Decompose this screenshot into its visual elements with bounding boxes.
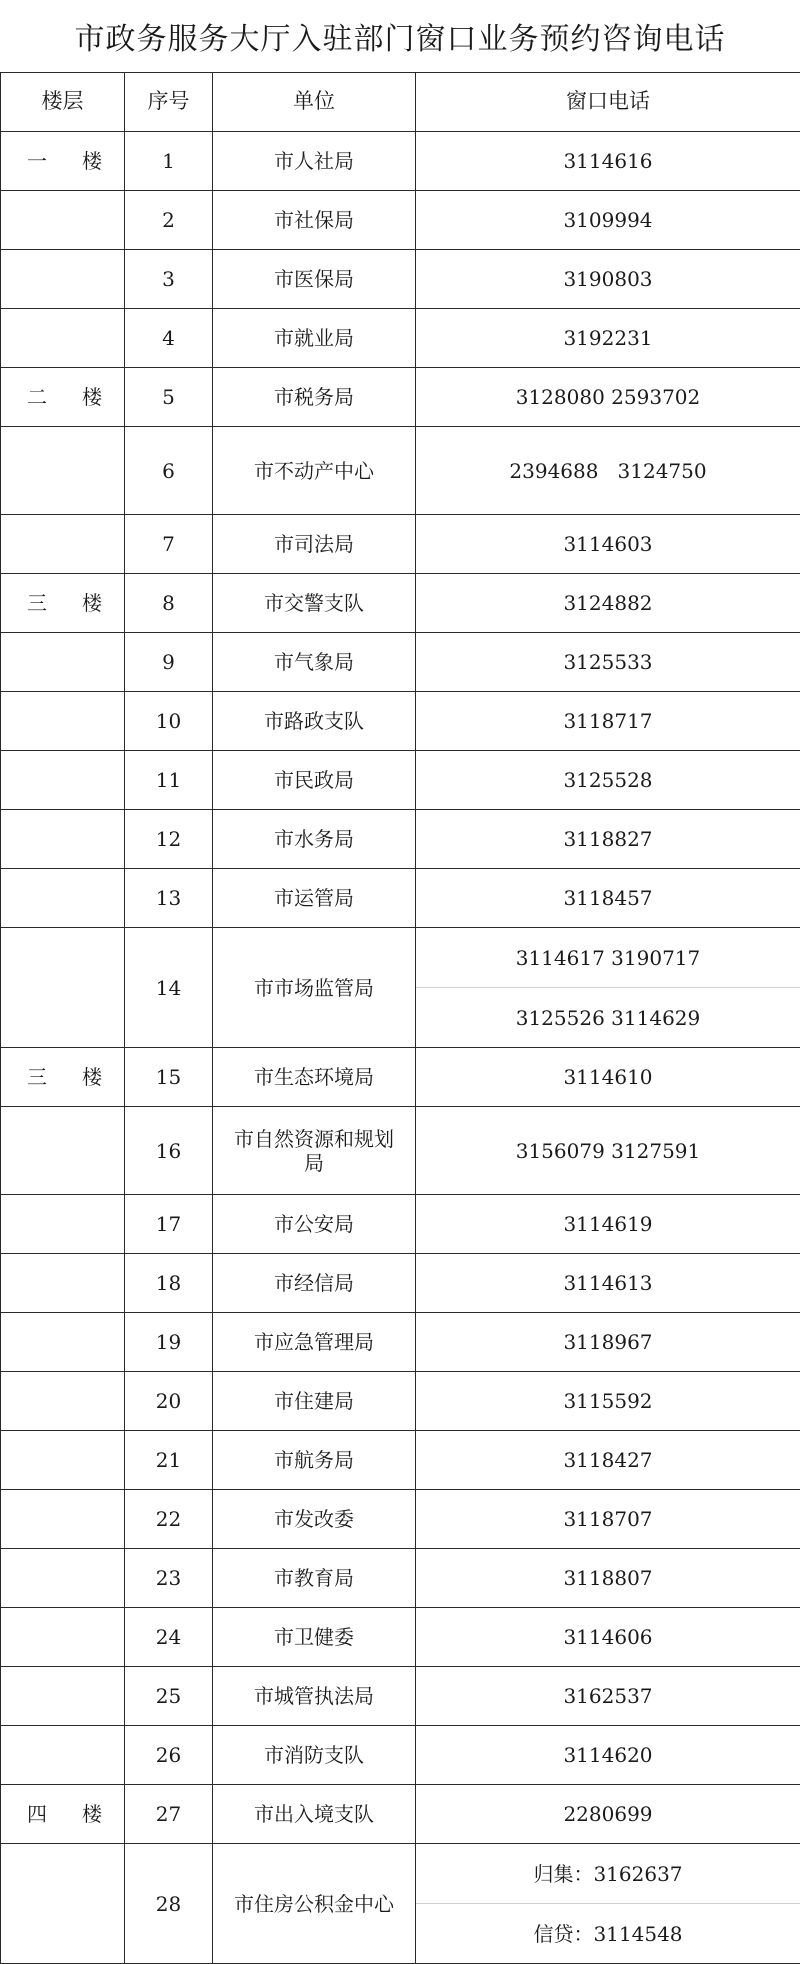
seq-cell: 3 [125,250,213,309]
unit-cell: 市应急管理局 [213,1313,416,1372]
phone-cell [416,191,800,250]
phone-number: 3118707 [563,1507,652,1531]
floor-cell [1,692,125,751]
seq-cell: 5 [125,368,213,427]
phone-number: 3118967 [563,1330,652,1354]
phone-number: 3156079 3127591 [516,1139,701,1163]
seq-cell: 27 [125,1785,213,1844]
phone-number: 3109994 [563,208,652,232]
seq-cell: 6 [125,427,213,515]
phone-cell [416,1844,800,1964]
unit-cell: 市住建局 [213,1372,416,1431]
phone-number: 3125526 3114629 [416,987,800,1047]
unit-cell: 市司法局 [213,515,416,574]
unit-cell: 市气象局 [213,633,416,692]
unit-cell: 市民政局 [213,751,416,810]
table-row [1,1549,800,1608]
phone-number: 3118427 [563,1448,652,1472]
phone-cell [416,1549,800,1608]
table-row [1,1726,800,1785]
phone-cell [416,574,800,633]
phone-number: 3114620 [563,1743,652,1767]
phone-cell [416,869,800,928]
unit-cell: 市消防支队 [213,1726,416,1785]
table-row [1,191,800,250]
phone-cell [416,132,800,191]
phone-cell [416,1490,800,1549]
floor-cell [1,309,125,368]
seq-cell: 25 [125,1667,213,1726]
phone-cell [416,1667,800,1726]
header-unit: 单位 [213,73,416,132]
phone-number: 2280699 [563,1802,652,1826]
floor-cell [1,427,125,515]
floor-label-number: 三 [27,591,82,615]
table-row [1,633,800,692]
table-row [1,1107,800,1195]
phone-number: 信贷：3114548 [416,1903,800,1963]
unit-cell: 市交警支队 [213,574,416,633]
floor-cell [1,368,125,427]
floor-cell [1,515,125,574]
seq-cell: 16 [125,1107,213,1195]
seq-cell: 13 [125,869,213,928]
seq-cell: 22 [125,1490,213,1549]
phone-number: 3125533 [563,650,652,674]
table-row [1,810,800,869]
phone-cell [416,692,800,751]
phone-cell [416,1313,800,1372]
seq-cell: 24 [125,1608,213,1667]
floor-cell [1,1785,125,1844]
phone-cell [416,1372,800,1431]
unit-cell: 市城管执法局 [213,1667,416,1726]
unit-cell: 市经信局 [213,1254,416,1313]
phone-cell [416,1608,800,1667]
phone-cell [416,928,800,1048]
unit-cell: 市社保局 [213,191,416,250]
floor-cell [1,1107,125,1195]
floor-cell [1,574,125,633]
unit-cell: 市运管局 [213,869,416,928]
phone-cell [416,368,800,427]
phone-cell [416,633,800,692]
phone-number: 3124882 [563,591,652,615]
phone-cell [416,1107,800,1195]
floor-cell [1,132,125,191]
phone-number: 3114610 [563,1065,652,1089]
unit-cell: 市税务局 [213,368,416,427]
phone-number: 3114606 [563,1625,652,1649]
table-row [1,1048,800,1107]
floor-cell [1,191,125,250]
table-row [1,928,800,1048]
seq-cell: 14 [125,928,213,1048]
phone-number: 2394688 3124750 [509,459,706,483]
seq-cell: 19 [125,1313,213,1372]
table-row [1,574,800,633]
phone-number: 3162537 [563,1684,652,1708]
floor-cell [1,928,125,1048]
unit-cell: 市不动产中心 [213,427,416,515]
floor-cell [1,1844,125,1964]
phone-number: 3114613 [563,1271,652,1295]
unit-cell: 市航务局 [213,1431,416,1490]
seq-cell: 20 [125,1372,213,1431]
unit-cell: 市公安局 [213,1195,416,1254]
floor-label-suffix: 楼 [82,149,102,173]
floor-label-number: 二 [27,385,82,409]
seq-cell: 11 [125,751,213,810]
table-row [1,869,800,928]
phone-number: 归集：3162637 [416,1844,800,1903]
phone-cell [416,1048,800,1107]
phone-number: 3114617 3190717 [416,928,800,987]
floor-cell [1,250,125,309]
unit-cell: 市路政支队 [213,692,416,751]
seq-cell: 17 [125,1195,213,1254]
floor-cell [1,1313,125,1372]
phone-number: 3118717 [563,709,652,733]
unit-cell: 市生态环境局 [213,1048,416,1107]
floor-cell [1,869,125,928]
unit-cell: 市出入境支队 [213,1785,416,1844]
table-row [1,309,800,368]
table-row [1,1608,800,1667]
phone-number: 3190803 [563,267,652,291]
seq-cell: 8 [125,574,213,633]
phone-cell [416,751,800,810]
table-row [1,1785,800,1844]
table-row [1,692,800,751]
header-phone: 窗口电话 [416,73,800,132]
floor-cell [1,1667,125,1726]
phone-number: 3118457 [563,886,652,910]
floor-cell [1,1549,125,1608]
phone-number: 3128080 2593702 [516,385,701,409]
floor-cell [1,633,125,692]
table-row [1,1667,800,1726]
unit-cell: 市自然资源和规划局 [213,1107,416,1195]
seq-cell: 21 [125,1431,213,1490]
floor-label-suffix: 楼 [82,1065,102,1089]
unit-cell: 市水务局 [213,810,416,869]
unit-cell: 市人社局 [213,132,416,191]
phone-cell [416,309,800,368]
unit-cell: 市住房公积金中心 [213,1844,416,1964]
seq-cell: 18 [125,1254,213,1313]
seq-cell: 26 [125,1726,213,1785]
seq-cell: 2 [125,191,213,250]
phone-number: 3114619 [563,1212,652,1236]
floor-label-number: 三 [27,1065,82,1089]
seq-cell: 4 [125,309,213,368]
table-row [1,1372,800,1431]
phone-cell [416,427,800,515]
table-row [1,1431,800,1490]
phone-cell [416,810,800,869]
unit-cell: 市卫健委 [213,1608,416,1667]
floor-cell [1,1195,125,1254]
table-body [1,132,800,1964]
floor-label-suffix: 楼 [82,591,102,615]
seq-cell: 28 [125,1844,213,1964]
seq-cell: 10 [125,692,213,751]
phone-cell [416,1726,800,1785]
floor-cell [1,1372,125,1431]
table-row [1,1490,800,1549]
table-row [1,250,800,309]
table-row [1,368,800,427]
floor-cell [1,1608,125,1667]
floor-label-suffix: 楼 [82,385,102,409]
contact-table [0,72,800,1964]
phone-cell [416,1785,800,1844]
phone-cell [416,1195,800,1254]
phone-number: 3114603 [563,532,652,556]
seq-cell: 1 [125,132,213,191]
phone-cell [416,515,800,574]
unit-cell: 市就业局 [213,309,416,368]
floor-cell [1,1726,125,1785]
floor-cell [1,1254,125,1313]
table-row [1,1844,800,1964]
seq-cell: 23 [125,1549,213,1608]
floor-label-number: 四 [27,1802,82,1826]
floor-cell [1,1431,125,1490]
table-row [1,1195,800,1254]
table-row [1,427,800,515]
phone-number: 3192231 [563,326,652,350]
seq-cell: 15 [125,1048,213,1107]
phone-number: 3125528 [563,768,652,792]
floor-label-number: 一 [27,149,82,173]
unit-cell: 市发改委 [213,1490,416,1549]
phone-cell [416,250,800,309]
floor-label-suffix: 楼 [82,1802,102,1826]
phone-number: 3118807 [563,1566,652,1590]
unit-cell: 市市场监管局 [213,928,416,1048]
table-row [1,1254,800,1313]
table-row [1,132,800,191]
phone-cell [416,1431,800,1490]
seq-cell: 12 [125,810,213,869]
table-row [1,751,800,810]
floor-cell [1,751,125,810]
phone-number: 3118827 [563,827,652,851]
phone-number: 3115592 [563,1389,652,1413]
unit-cell: 市教育局 [213,1549,416,1608]
seq-cell: 7 [125,515,213,574]
floor-cell [1,1048,125,1107]
table-row [1,1313,800,1372]
page-title: 市政务服务大厅入驻部门窗口业务预约咨询电话 [0,0,800,72]
header-seq: 序号 [125,73,213,132]
phone-cell [416,1254,800,1313]
phone-number: 3114616 [563,149,652,173]
unit-cell: 市医保局 [213,250,416,309]
seq-cell: 9 [125,633,213,692]
table-row [1,515,800,574]
header-floor: 楼层 [1,73,125,132]
header-row [1,73,800,132]
floor-cell [1,1490,125,1549]
floor-cell [1,810,125,869]
